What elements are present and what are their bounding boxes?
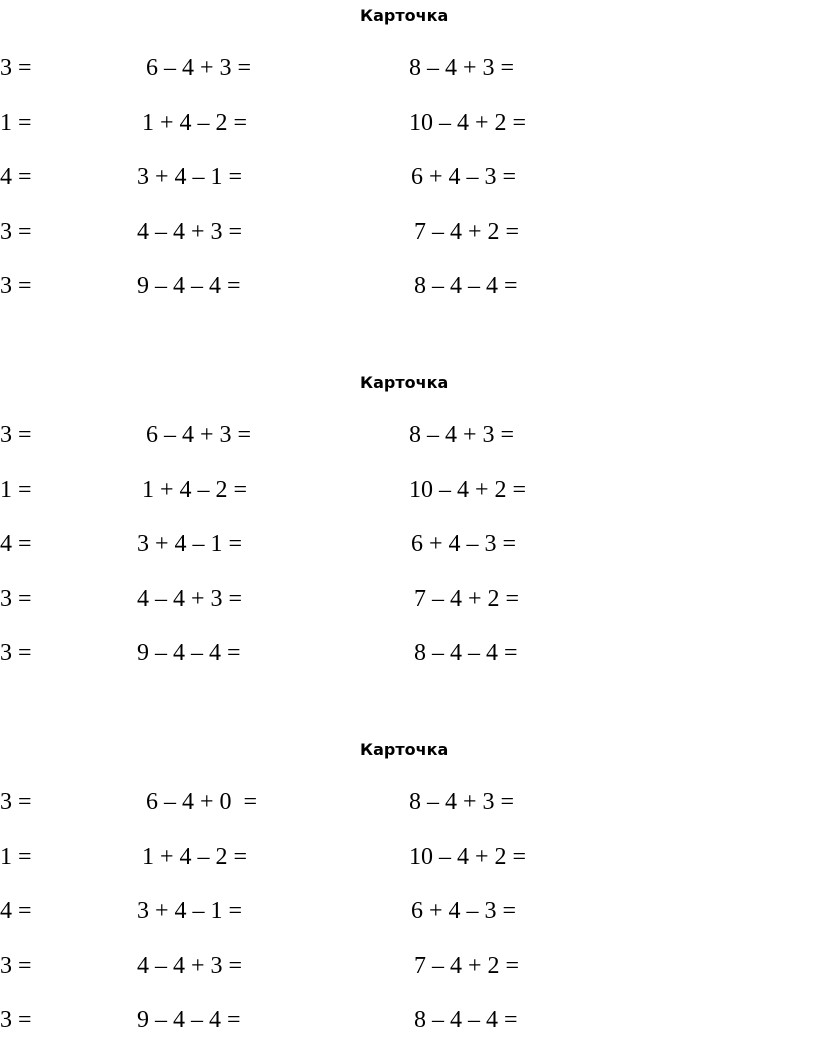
math-expression: 7 – 4 + 2 = — [414, 585, 520, 612]
math-expression: 8 – 4 – 4 = — [414, 640, 518, 666]
math-expression: 4 – 4 + 3 = — [137, 585, 243, 612]
math-expression: 1 = — [0, 109, 32, 136]
math-expression: 3 + 4 – 1 = — [137, 164, 243, 190]
math-expression: 9 – 4 – 4 = — [137, 1007, 241, 1033]
math-expression: 8 – 4 – 4 = — [414, 1007, 518, 1033]
math-expression: 3 = — [0, 218, 32, 245]
math-expression: 3 = — [0, 789, 32, 815]
math-expression: 6 – 4 + 0 = — [146, 789, 258, 815]
math-expression: 3 = — [0, 422, 32, 448]
math-expression: 6 – 4 + 3 = — [146, 55, 252, 81]
math-expression: 7 – 4 + 2 = — [414, 218, 520, 245]
math-expression: 8 – 4 – 4 = — [414, 273, 518, 299]
math-expression: 4 = — [0, 531, 32, 557]
math-expression: 6 + 4 – 3 = — [411, 531, 517, 557]
math-expression: 9 – 4 – 4 = — [137, 273, 241, 299]
math-expression: 10 – 4 + 2 = — [409, 476, 527, 503]
math-expression: 3 + 4 – 1 = — [137, 898, 243, 924]
math-expression: 6 – 4 + 3 = — [146, 422, 252, 448]
math-expression: 3 = — [0, 1007, 32, 1033]
math-expression: 3 = — [0, 640, 32, 666]
math-expression: 3 = — [0, 55, 32, 81]
math-expression: 3 + 4 – 1 = — [137, 531, 243, 557]
math-expression: 1 + 4 – 2 = — [142, 843, 248, 870]
math-expression: 6 + 4 – 3 = — [411, 898, 517, 924]
math-expression: 6 + 4 – 3 = — [411, 164, 517, 190]
card-title: Карточка — [360, 373, 449, 392]
math-expression: 7 – 4 + 2 = — [414, 952, 520, 979]
math-expression: 10 – 4 + 2 = — [409, 109, 527, 136]
math-expression: 3 = — [0, 952, 32, 979]
math-expression: 1 = — [0, 476, 32, 503]
card-title: Карточка — [360, 740, 449, 759]
math-expression: 3 = — [0, 585, 32, 612]
math-expression: 8 – 4 + 3 = — [409, 789, 515, 815]
math-expression: 1 + 4 – 2 = — [142, 476, 248, 503]
math-expression: 8 – 4 + 3 = — [409, 422, 515, 448]
math-expression: 4 – 4 + 3 = — [137, 952, 243, 979]
math-expression: 10 – 4 + 2 = — [409, 843, 527, 870]
math-expression: 4 = — [0, 164, 32, 190]
math-expression: 1 = — [0, 843, 32, 870]
math-expression: 3 = — [0, 273, 32, 299]
card-title: Карточка — [360, 6, 449, 25]
math-expression: 4 = — [0, 898, 32, 924]
math-expression: 8 – 4 + 3 = — [409, 55, 515, 81]
math-expression: 9 – 4 – 4 = — [137, 640, 241, 666]
math-expression: 1 + 4 – 2 = — [142, 109, 248, 136]
math-expression: 4 – 4 + 3 = — [137, 218, 243, 245]
